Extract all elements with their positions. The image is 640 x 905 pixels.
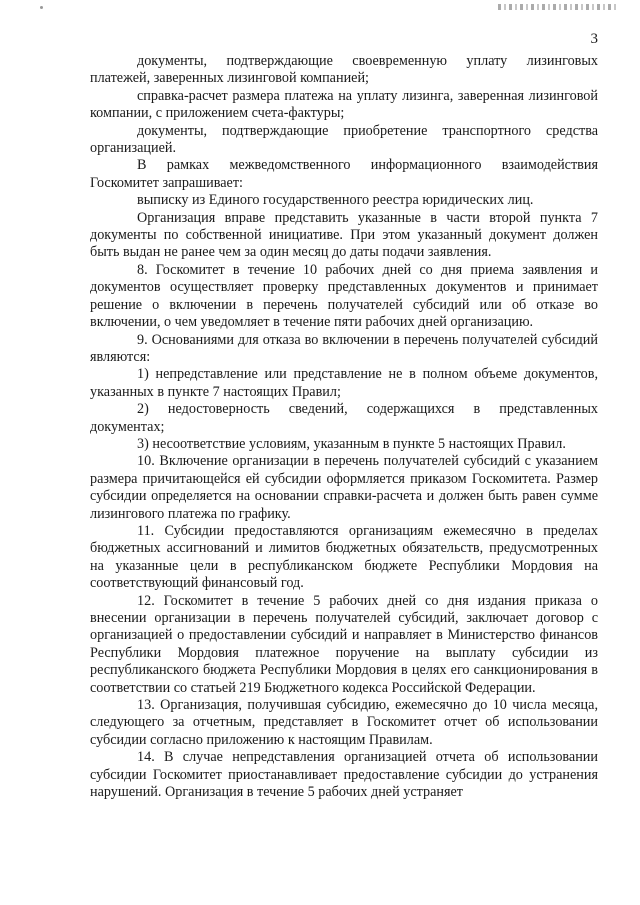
paragraph: документы, подтверждающие приобретение транспортного средства организацией. [90,122,598,157]
paragraph: 3) несоответствие условиям, указанным в пункте 5 настоящих Правил. [137,435,566,452]
paragraph: В рамках межведомственного информационного взаимодействия Госкомитет запрашивает: [90,157,598,191]
scan-artifact [498,4,618,10]
paragraph: 1) непредставление или представление не в полном объеме документов, указанных в пункте 7 настоящих Правил; [90,366,598,400]
paragraph: 8. Госкомитет в течение 10 рабочих дней со дня приема заявления и документов осуществляет проверку представленных документов и принимает решение о включении в перечень получателей субсидий или об отказе во включении, о чем уведомляет в течение пяти рабочих дней организацию. [90,261,598,331]
paragraph: Организация вправе представить указанные в части второй пункта 7 документы по собственной инициативе. При этом указанный документ должен быть выдан не ранее чем за один месяц до даты подачи заявления. [90,209,598,261]
paragraph: выписку из Единого государственного реестра юридических лиц. [137,192,534,209]
paragraph: 11. Субсидии предоставляются организациям ежемесячно в пределах бюджетных ассигнований и лимитов бюджетных обязательств, предусмотренных на указанные цели в республиканском бюджете Республики Мордовия на соответствующий финансовый год. [90,522,598,592]
paragraph: справка-расчет размера платежа на уплату лизинга, заверенная лизинговой компании, с приложением счета-фактуры; [90,87,598,122]
paragraph: 12. Госкомитет в течение 5 рабочих дней со дня издания приказа о внесении организации в перечень получателей субсидий, заключает договор с организацией о предоставлении субсидий и направляет в Министерство финансов Республики Мордовия платежное поручение на выплату субсидии из республиканского бюджета Республики Мордовия в целях его санкционирования в соответствии со статьей 219 Бюджетного кодекса Российской Федерации. [90,592,598,696]
document-body [90,53,598,801]
paragraph: 10. Включение организации в перечень получателей субсидий с указанием размера причитающейся ей субсидии оформляется приказом Госкомитета. Размер субсидии определяется на основании справки-расчета и должен быть равен сумме лизингового платежа по графику. [90,453,598,522]
paragraph: 2) недостоверность сведений, содержащихся в представленных документах; [90,401,598,435]
paragraph: 13. Организация, получившая субсидию, ежемесячно до 10 числа месяца, следующего за отчетным, представляет в Госкомитет отчет об использовании субсидии согласно приложению к настоящим Правилам. [90,697,598,748]
paragraph: 14. В случае непредставления организацией отчета об использовании субсидии Госкомитет приостанавливает предоставление субсидии до устранения нарушений. Организация в течение 5 рабочих дней устраняет [90,749,598,801]
scan-artifact [40,6,43,9]
page-number: 3 [590,31,598,47]
paragraph: 9. Основаниями для отказа во включении в перечень получателей субсидий являются: [90,331,598,365]
paragraph: документы, подтверждающие своевременную уплату лизинговых платежей, заверенных лизинговой компанией; [90,53,598,87]
